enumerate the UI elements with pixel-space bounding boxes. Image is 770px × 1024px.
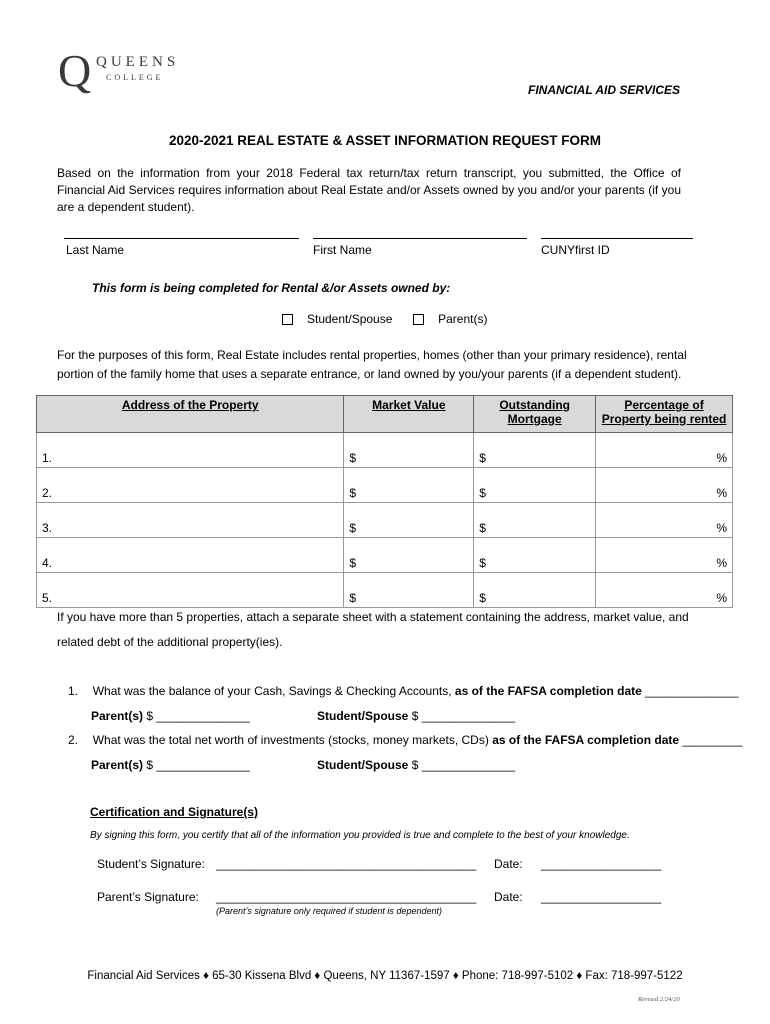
owner-checkboxes — [282, 312, 487, 326]
student-spouse-label: Student/Spouse — [307, 312, 393, 326]
student-label: Student/Spouse — [317, 758, 409, 772]
parents-checkbox[interactable] — [413, 314, 424, 325]
address-cell[interactable]: 4. — [37, 538, 344, 573]
percentage-cell[interactable]: % — [596, 468, 733, 503]
question-2-parents — [91, 758, 250, 772]
parent-signature-label: Parent’s Signature: — [97, 890, 199, 904]
mortgage-cell[interactable]: $ — [474, 538, 596, 573]
mortgage-header: Outstanding Mortgage — [474, 396, 596, 433]
logo-name: QUEENS — [96, 54, 180, 70]
completing-for-text: This form is being completed for Rental &/or Assets owned by: — [92, 281, 451, 295]
logo-q-mark: Q — [58, 45, 92, 96]
question-1-bold: as of the FAFSA completion date — [454, 684, 642, 698]
certification-statement: By signing this form, you certify that all of the information you provided is true and complete to the best of your knowledge. — [90, 830, 630, 841]
table-row — [37, 573, 733, 608]
parents-amount-field[interactable]: ______________ — [156, 709, 250, 723]
question-1-blank[interactable]: ______________ — [645, 684, 739, 698]
market-value-header: Market Value — [344, 396, 474, 433]
currency-sign: $ — [146, 709, 154, 723]
question-2 — [68, 733, 743, 747]
question-1-student — [317, 709, 515, 723]
currency-sign: $ — [411, 709, 419, 723]
last-name-label: Last Name — [66, 243, 125, 257]
queens-college-logo — [58, 45, 198, 98]
cunyfirst-id-label: CUNYfirst ID — [541, 243, 610, 257]
address-cell[interactable]: 3. — [37, 503, 344, 538]
mortgage-cell[interactable]: $ — [474, 468, 596, 503]
student-signature-field[interactable]: _______________________________________ — [216, 857, 477, 871]
percentage-cell[interactable]: % — [596, 573, 733, 608]
footer-contact: Financial Aid Services ♦ 65-30 Kissena Blvd ♦ Queens, NY 11367-1597 ♦ Phone: 718-997-5102 ♦ Fax: 718-997-5122 — [87, 970, 683, 982]
market-value-cell[interactable]: $ — [344, 433, 474, 468]
student-signature-label: Student’s Signature: — [97, 857, 205, 871]
parents-label: Parent(s) — [438, 312, 488, 326]
address-cell[interactable]: 5. — [37, 573, 344, 608]
currency-sign: $ — [146, 758, 154, 772]
address-cell[interactable]: 2. — [37, 468, 344, 503]
logo-subtitle: COLLEGE — [106, 73, 164, 82]
student-date-field[interactable]: __________________ — [541, 857, 662, 871]
more-properties-note: If you have more than 5 properties, attach a separate sheet with a statement containing the address, market value, and related debt of the additional property(ies). — [57, 610, 689, 649]
revised-date: Revised 2/24/20 — [638, 996, 680, 1003]
percentage-cell[interactable]: % — [596, 503, 733, 538]
first-name-field[interactable] — [313, 238, 527, 239]
question-2-blank[interactable]: _________ — [682, 733, 743, 747]
parent-date-label: Date: — [494, 890, 523, 904]
student-date-label: Date: — [494, 857, 523, 871]
purpose-paragraph: For the purposes of this form, Real Estate includes rental properties, homes (other than your primary residence), rental portion of the family home that uses a separate entrance, or land owned by you/your parents (if a dependent student). — [57, 348, 687, 381]
question-2-bold: as of the FAFSA completion date — [492, 733, 680, 747]
table-row — [37, 433, 733, 468]
question-1-parents — [91, 709, 250, 723]
mortgage-cell[interactable]: $ — [474, 503, 596, 538]
student-label: Student/Spouse — [317, 709, 409, 723]
mortgage-cell[interactable]: $ — [474, 573, 596, 608]
property-table — [36, 395, 733, 608]
market-value-cell[interactable]: $ — [344, 468, 474, 503]
market-value-cell[interactable]: $ — [344, 503, 474, 538]
parent-signature-note: (Parent’s signature only required if student is dependent) — [216, 906, 442, 916]
mortgage-cell[interactable]: $ — [474, 433, 596, 468]
table-row — [37, 538, 733, 573]
percentage-cell[interactable]: % — [596, 538, 733, 573]
student-amount-field[interactable]: ______________ — [421, 709, 516, 723]
market-value-cell[interactable]: $ — [344, 538, 474, 573]
certification-heading: Certification and Signature(s) — [90, 805, 259, 819]
office-name: FINANCIAL AID SERVICES — [527, 83, 680, 97]
address-cell[interactable]: 1. — [37, 433, 344, 468]
parents-label: Parent(s) — [91, 709, 144, 723]
intro-paragraph: Based on the information from your 2018 Federal tax return/tax return transcript, you submitted, the Office of Financial Aid Services requires information about Real Estate and/or Assets owned by you and/or your parents (if you are a dependent student). — [57, 166, 681, 214]
parents-amount-field[interactable]: ______________ — [156, 758, 250, 772]
table-row — [37, 468, 733, 503]
question-2-student — [317, 758, 515, 772]
percentage-header: Percentage of Property being rented — [596, 396, 733, 433]
question-2-text: What was the total net worth of investments (stocks, money markets, CDs) — [92, 733, 489, 747]
parent-date-field[interactable]: __________________ — [541, 890, 662, 904]
address-header: Address of the Property — [37, 396, 344, 433]
parent-signature-field[interactable]: _______________________________________ — [216, 890, 477, 904]
question-1-text: What was the balance of your Cash, Savings & Checking Accounts, — [92, 684, 452, 698]
market-value-cell[interactable]: $ — [344, 573, 474, 608]
percentage-cell[interactable]: % — [596, 433, 733, 468]
student-spouse-checkbox[interactable] — [282, 314, 293, 325]
question-1-number: 1. — [68, 684, 79, 698]
table-row — [37, 503, 733, 538]
currency-sign: $ — [411, 758, 419, 772]
last-name-field[interactable] — [64, 238, 299, 239]
parents-label: Parent(s) — [91, 758, 144, 772]
question-1 — [68, 684, 739, 698]
form-title: 2020-2021 REAL ESTATE & ASSET INFORMATION REQUEST FORM — [168, 133, 602, 148]
student-amount-field[interactable]: ______________ — [421, 758, 516, 772]
table-header-row — [37, 396, 733, 433]
first-name-label: First Name — [313, 243, 372, 257]
cunyfirst-id-field[interactable] — [541, 238, 693, 239]
question-2-number: 2. — [68, 733, 79, 747]
